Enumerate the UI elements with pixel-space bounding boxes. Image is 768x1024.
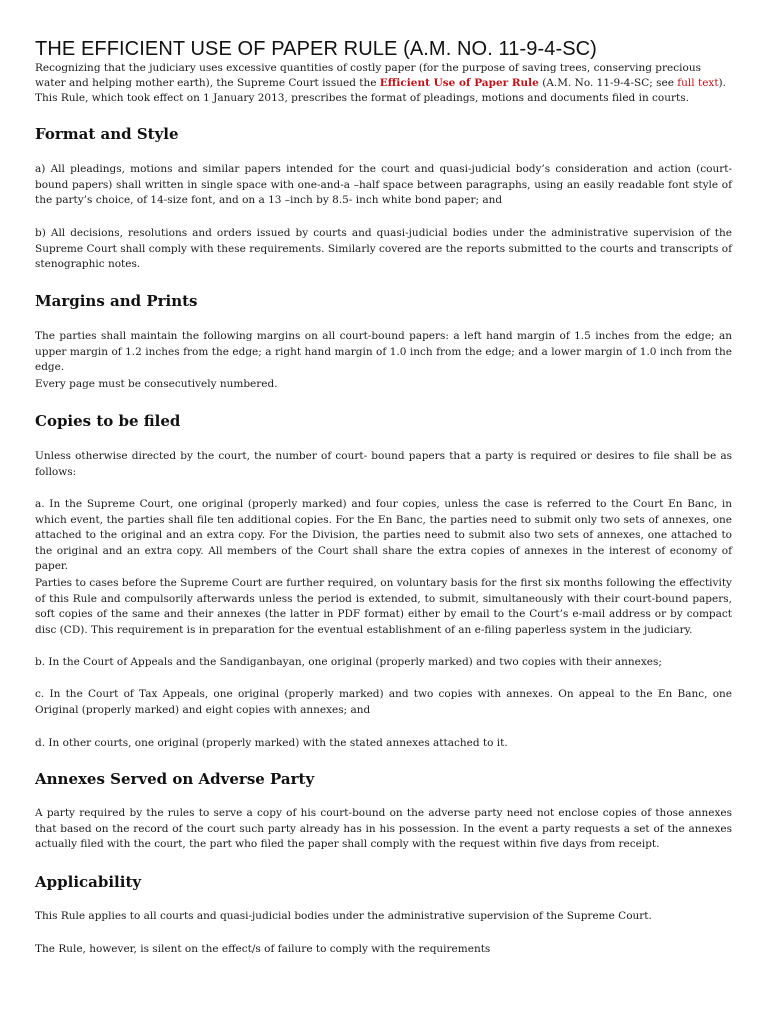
rule-link[interactable]: Efficient Use of Paper Rule: [379, 77, 539, 89]
silence-paragraph: The Rule, however, is silent on the effect/s of failure to comply with the requirements: [35, 943, 491, 955]
format-paragraph-b: b) All decisions, resolutions and orders issued by courts and quasi-judicial bodies under the administrative supervision of the Supreme Court shall comply with these requirements. Similarly covered are the reports submitted to the courts and transcripts of stenographic notes.: [35, 227, 732, 270]
section-heading-copies: Copies to be filed: [35, 412, 181, 430]
margins-paragraph-wrap: [35, 329, 732, 376]
section-heading-margins: Margins and Prints: [35, 292, 198, 310]
section-annexes-served: [35, 770, 732, 788]
numbering-paragraph: Every page must be consecutively numbered.: [35, 378, 278, 390]
full-text-link[interactable]: full text: [677, 77, 719, 89]
copies-soft-copy-paragraph: Parties to cases before the Supreme Court are further required, on voluntary basis for the first six months following the effectivity of this Rule and compulsorily afterwards unless the period is extended, to submit, simultaneously with their court-bound papers, soft copies of the same and their annexes (the latter in PDF format) either by email to the Court’s e-mail address or by compact disc (CD). This requirement is in preparation for the eventual establishment of an e-filing paperless system in the judiciary.: [35, 577, 732, 636]
copies-paragraph-a: a. In the Supreme Court, one original (properly marked) and four copies, unless the case is referred to the Court En Banc, in which event, the parties shall file ten additional copies. For the En Banc, the parties need to submit only two sets of annexes, one attached to the original and an extra copy. For the Division, the parties need to submit also two sets of annexes, one attached to the original and an extra copy. All members of the Court shall share the extra copies of annexes in the interest of economy of paper.: [35, 498, 732, 572]
section-format-and-style: [35, 125, 732, 143]
applicability-paragraph-wrap: [35, 909, 732, 925]
numbering-paragraph-wrap: [35, 377, 732, 393]
section-margins-and-prints: [35, 292, 732, 310]
section-copies-to-be-filed: [35, 412, 732, 430]
copies-intro-paragraph: Unless otherwise directed by the court, the number of court- bound papers that a party is required or desires to file shall be as follows:: [35, 450, 732, 478]
section-heading-annexes: Annexes Served on Adverse Party: [35, 770, 315, 788]
intro-text-before: Recognizing that the judiciary uses excessive quantities of costly paper (for the purpose of saving trees, conserving precious water and helping mother earth), the Supreme Court issued the: [35, 62, 701, 89]
intro-text-middle: (A.M. No. 11-9-4-SC; see: [538, 77, 678, 89]
format-paragraph-a: a) All pleadings, motions and similar papers intended for the court and quasi-judicial body’s consideration and action (court-bound papers) shall written in single space with one-and-a –half space between paragraphs, using an easily readable font style of the party’s choice, of 14-size font, and on a 13 –inch by 8.5- inch white bond paper; and: [35, 163, 732, 206]
applicability-paragraph: This Rule applies to all courts and quasi-judicial bodies under the administrative supervision of the Supreme Court.: [35, 910, 652, 922]
intro-paragraph: [35, 61, 732, 106]
document-title: THE EFFICIENT USE OF PAPER RULE (A.M. NO. 11-9-4-SC): [35, 38, 597, 60]
copies-paragraph-d-wrap: [35, 736, 732, 752]
intro-text-after: ). This Rule, which took effect on 1 January 2013, prescribes the format of pleadings, motions and documents filed in courts.: [35, 77, 726, 104]
silence-paragraph-wrap: [35, 942, 732, 958]
annexes-paragraph: A party required by the rules to serve a copy of his court-bound on the adverse party need not enclose copies of those annexes that based on the record of the court such party already has in his possession. In the event a party requests a set of the annexes actually filed with the court, the part who filed the paper shall comply with the request within five days from receipt.: [35, 807, 732, 850]
copies-soft-copy-paragraph-wrap: [35, 576, 732, 638]
section-heading-format: Format and Style: [35, 125, 179, 143]
copies-paragraph-a-wrap: [35, 497, 732, 575]
annexes-paragraph-wrap: [35, 806, 732, 853]
section-heading-applicability: Applicability: [35, 873, 142, 891]
copies-paragraph-c-wrap: [35, 687, 732, 718]
copies-paragraph-d: d. In other courts, one original (properly marked) with the stated annexes attached to it.: [35, 737, 508, 749]
margins-paragraph: The parties shall maintain the following margins on all court-bound papers: a left hand margin of 1.5 inches from the edge; an upper margin of 1.2 inches from the edge; a right hand margin of 1.0 inch from the edge; and a lower margin of 1.0 inch from the edge.: [35, 330, 732, 373]
format-paragraph-b-wrap: [35, 226, 732, 273]
format-paragraph-a-wrap: [35, 162, 732, 209]
copies-paragraph-c: c. In the Court of Tax Appeals, one original (properly marked) and two copies with annexes. On appeal to the En Banc, one Original (properly marked) and eight copies with annexes; and: [35, 688, 732, 716]
copies-intro-paragraph-wrap: [35, 449, 732, 480]
copies-paragraph-b-wrap: [35, 655, 732, 671]
copies-paragraph-b: b. In the Court of Appeals and the Sandiganbayan, one original (properly marked) and two copies with their annexes;: [35, 656, 662, 668]
section-applicability: [35, 873, 732, 891]
